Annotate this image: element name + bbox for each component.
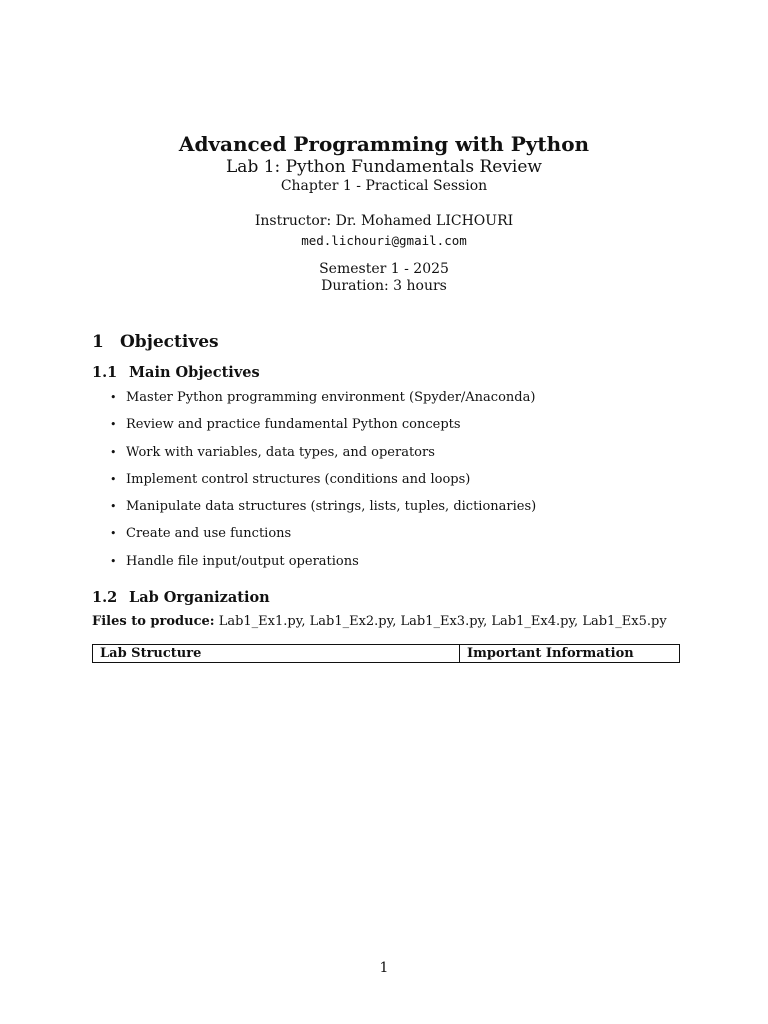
section-number: 1 xyxy=(92,332,104,352)
objectives-list xyxy=(110,389,536,580)
bullet-icon: • xyxy=(110,445,117,459)
instructor-email: med.lichouri@gmail.com xyxy=(301,233,467,248)
table-header-cell: Important Information xyxy=(460,645,680,663)
list-item: • Work with variables, data types, and operators xyxy=(110,444,435,460)
document-title: Advanced Programming with Python xyxy=(178,132,590,156)
lab-organization-table xyxy=(92,644,680,663)
files-value: Lab1_Ex1.py, Lab1_Ex2.py, Lab1_Ex3.py, Lab1_Ex4.py, Lab1_Ex5.py xyxy=(218,614,667,629)
bullet-icon: • xyxy=(110,418,117,432)
duration-label: Duration: 3 hours xyxy=(321,278,447,294)
bullet-icon: • xyxy=(110,500,117,514)
semester-label: Semester 1 - 2025 xyxy=(319,261,449,277)
table-header-cell: Lab Structure xyxy=(93,645,460,663)
files-label: Files to produce: xyxy=(92,614,215,629)
chapter-label: Chapter 1 - Practical Session xyxy=(280,178,488,194)
instructor-name: Instructor: Dr. Mohamed LICHOURI xyxy=(254,213,514,229)
semester-block xyxy=(0,261,768,295)
page-number: 1 xyxy=(379,960,389,976)
subsection-title: Lab Organization xyxy=(129,589,270,606)
title-block xyxy=(0,131,768,195)
subsection-title: Main Objectives xyxy=(129,364,260,381)
section-heading-objectives xyxy=(92,331,219,353)
list-item: • Handle file input/output operations xyxy=(110,553,359,569)
list-item: • Review and practice fundamental Python concepts xyxy=(110,417,461,433)
bullet-icon: • xyxy=(110,554,117,568)
subsection-number: 1.2 xyxy=(92,589,118,606)
subsection-heading-main-objectives xyxy=(92,364,260,382)
subsection-heading-lab-organization xyxy=(92,589,270,607)
document-subtitle: Lab 1: Python Fundamentals Review xyxy=(226,157,542,177)
list-item: • Create and use functions xyxy=(110,526,292,542)
list-item: • Manipulate data structures (strings, lists, tuples, dictionaries) xyxy=(110,499,537,515)
section-title: Objectives xyxy=(120,332,219,352)
bullet-icon: • xyxy=(110,391,117,404)
bullet-icon: • xyxy=(110,527,117,541)
bullet-icon: • xyxy=(110,472,117,486)
files-to-produce xyxy=(92,613,667,631)
list-item: • Master Python programming environment (Spyder/Anaconda) xyxy=(110,390,536,405)
table-header-row xyxy=(93,645,680,663)
list-item: • Implement control structures (conditions and loops) xyxy=(110,471,471,487)
instructor-block xyxy=(0,212,768,250)
subsection-number: 1.1 xyxy=(92,364,118,381)
